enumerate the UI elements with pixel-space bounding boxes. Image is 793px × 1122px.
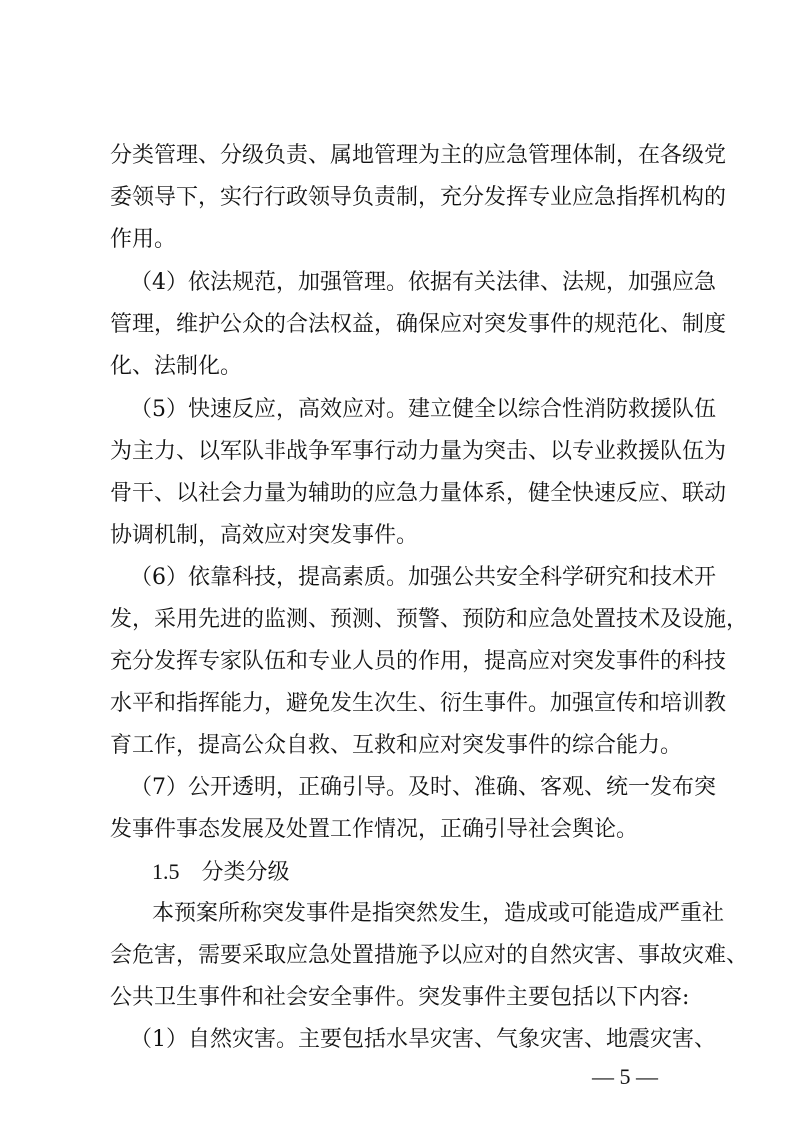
text-line: 管理，维护公众的合法权益，确保应对突发事件的规范化、制度 bbox=[110, 312, 727, 337]
text-line: 公共卫生事件和社会安全事件。突发事件主要包括以下内容: bbox=[110, 985, 690, 1010]
text-line: 为主力、以军队非战争军事行动力量为突击、以专业救援队伍为 bbox=[110, 439, 727, 464]
text-line: 委领导下，实行行政领导负责制，充分发挥专业应急指挥机构的 bbox=[110, 185, 727, 210]
section-heading bbox=[152, 857, 290, 887]
text-line: （5）快速反应，高效应对。建立健全以综合性消防救援队伍 bbox=[130, 397, 716, 422]
text-line: 作用。 bbox=[110, 227, 177, 252]
text-line: 化、法制化。 bbox=[110, 354, 243, 379]
section-title: 分类分级 bbox=[201, 860, 290, 885]
text-line: 育工作，提高公众自救、互救和应对突发事件的综合能力。 bbox=[110, 733, 683, 758]
text-line: 发，采用先进的监测、预测、预警、预防和应急处置技术及设施， bbox=[110, 607, 749, 632]
text-line: 骨干、以社会力量为辅助的应急力量体系，健全快速反应、联动 bbox=[110, 481, 727, 506]
text-line: （6）依靠科技，提高素质。加强公共安全科学研究和技术开 bbox=[130, 565, 716, 590]
text-line: 水平和指挥能力，避免发生次生、衍生事件。加强宣传和培训教 bbox=[110, 691, 727, 716]
text-line: 充分发挥专家队伍和专业人员的作用，提高应对突发事件的科技 bbox=[110, 649, 727, 674]
text-line: （7）公开透明，正确引导。及时、准确、客观、统一发布突 bbox=[130, 775, 716, 800]
text-line: 协调机制，高效应对突发事件。 bbox=[110, 523, 419, 548]
text-line: 发事件事态发展及处置工作情况，正确引导社会舆论。 bbox=[110, 817, 639, 842]
text-line: 分类管理、分级负责、属地管理为主的应急管理体制，在各级党 bbox=[110, 143, 727, 168]
text-line: 本预案所称突发事件是指突然发生，造成或可能造成严重社 bbox=[152, 901, 725, 926]
text-line: （1）自然灾害。主要包括水旱灾害、气象灾害、地震灾害、 bbox=[130, 1027, 716, 1052]
text-line: （4）依法规范，加强管理。依据有关法律、法规，加强应急 bbox=[130, 270, 716, 295]
text-line: 会危害，需要采取应急处置措施予以应对的自然灾害、事故灾难、 bbox=[110, 943, 749, 968]
section-number: 1.5 bbox=[152, 859, 180, 884]
page-number: — 5 — bbox=[592, 1064, 658, 1089]
